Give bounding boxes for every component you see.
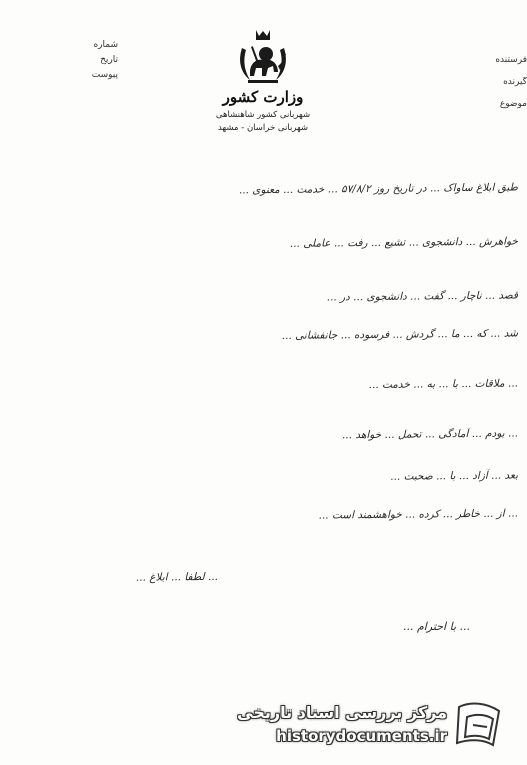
number-field-label: شماره [93, 40, 118, 50]
lion-and-sun-emblem [232, 28, 294, 90]
archive-watermark [221, 697, 511, 753]
letterhead-subtitle-1: شهربانی کشور شاهنشاهی [215, 110, 311, 120]
sender-field-label: فرستنده [495, 55, 527, 65]
subject-field-label: موضوع [499, 99, 527, 109]
archive-logo-icon [453, 699, 507, 749]
handwritten-line: شد ... که ... ما ... گردش ... فرسوده ... جانفشانی ... [281, 327, 519, 342]
handwritten-line: قصد ... ناچار ... گفت ... دانشجوی ... در ... [326, 289, 519, 304]
handwritten-line: ... لطفا ... ابلاغ ... [135, 570, 219, 584]
handwritten-line: ... ملاقات ... با ... به ... خدمت ... [368, 377, 519, 392]
handwritten-line: ... از ... خاطر ... کرده ... خواهشمند است ... [318, 507, 519, 522]
handwritten-line: خواهرش ... دانشجوی ... تشیع ... رفت ... عاملی ... [289, 235, 519, 250]
date-field-label: تاریخ [100, 55, 118, 65]
watermark-title: مرکز بررسی اسناد تاریخی [237, 703, 447, 722]
letterhead-subtitle-2: شهربانی خراسان - مشهد [217, 123, 309, 133]
left-header-fields [58, 40, 118, 85]
attachment-field-label: پیوست [91, 70, 118, 80]
right-header-fields [449, 55, 527, 121]
handwritten-line: طبق ابلاغ ساواک ... در تاریخ روز ۵۷/۸/۲ ... خدمت ... معنوی ... [238, 181, 519, 197]
handwritten-line: ... بودم ... آمادگی ... تحمل ... خواهد ... [341, 427, 519, 442]
handwritten-line: بعد ... آزاد ... با ... صحبت ... [390, 469, 519, 483]
signature-line: ... با احترام ... [403, 620, 470, 633]
watermark-url: historydocuments.ir [276, 727, 447, 745]
ministry-title: وزارت کشور [222, 88, 304, 106]
recipient-field-label: گیرنده [503, 77, 527, 87]
